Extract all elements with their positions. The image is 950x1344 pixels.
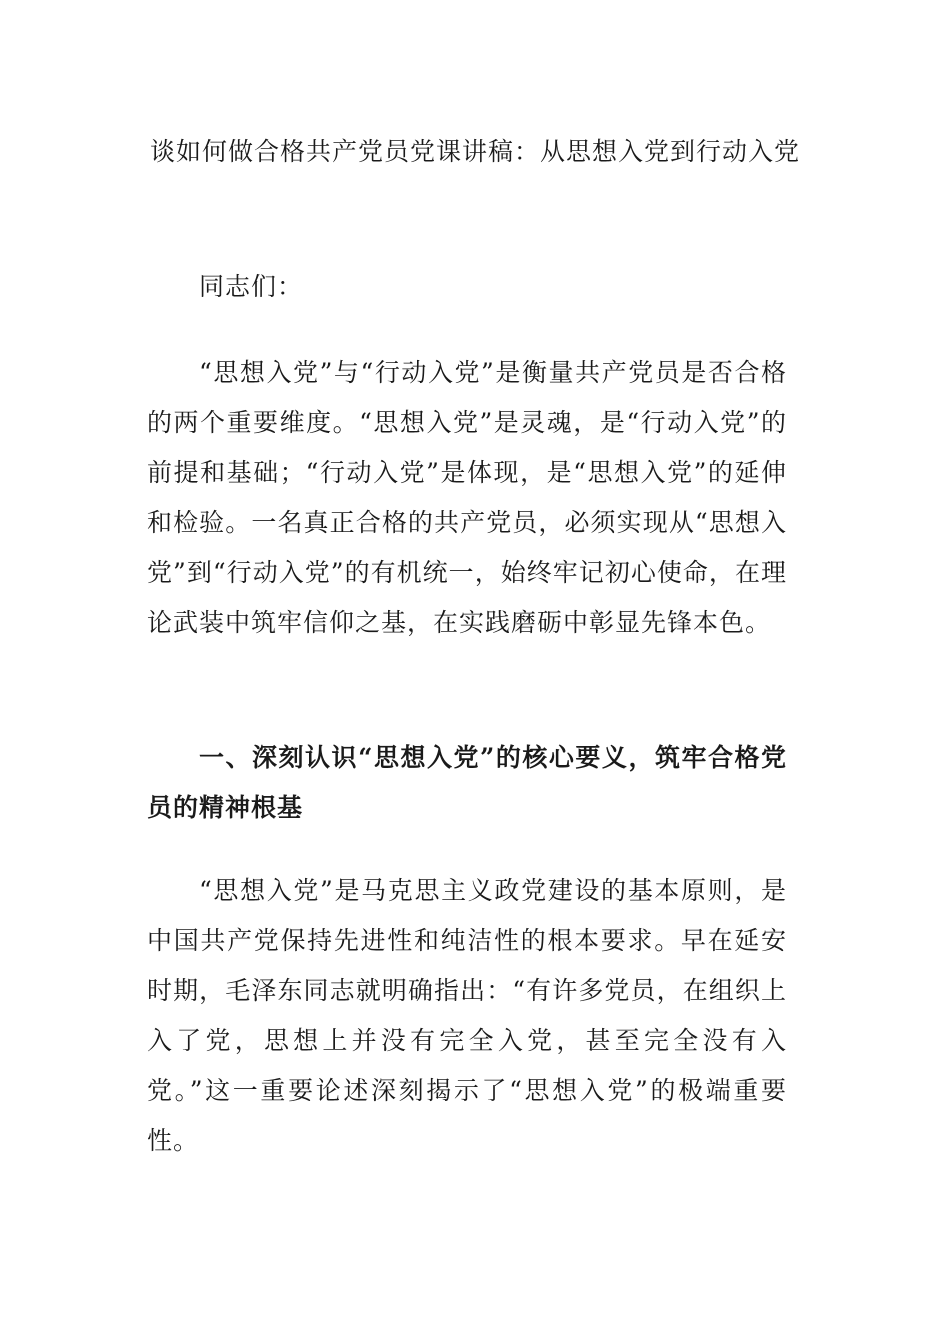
document-title: 谈如何做合格共产党员党课讲稿：从思想入党到行动入党 <box>149 137 800 166</box>
salutation: 同志们： <box>199 272 304 301</box>
intro-paragraph: “思想入党”与“行动入党”是衡量共产党员是否合格的两个重要维度。“思想入党”是灵魂，是“行动入党”的前提和基础；“行动入党”是体现，是“思想入党”的延伸和检验。一名真正合格的共产党员，必须实现从“思想入党”到“行动入党”的有机统一，始终牢记初心使命，在理论武装中筑牢信仰之基，在实践磨砺中彰显先锋本色。 <box>147 358 788 637</box>
section-1-paragraph: “思想入党”是马克思主义政党建设的基本原则，是中国共产党保持先进性和纯洁性的根本要求。早在延安时期，毛泽东同志就明确指出：“有许多党员，在组织上入了党，思想上并没有完全入党，甚至完全没有入党。”这一重要论述深刻揭示了“思想入党”的极端重要性。 <box>147 876 787 1155</box>
section-heading-1: 一、深刻认识“思想入党”的核心要义，筑牢合格党员的精神根基 <box>147 743 787 822</box>
